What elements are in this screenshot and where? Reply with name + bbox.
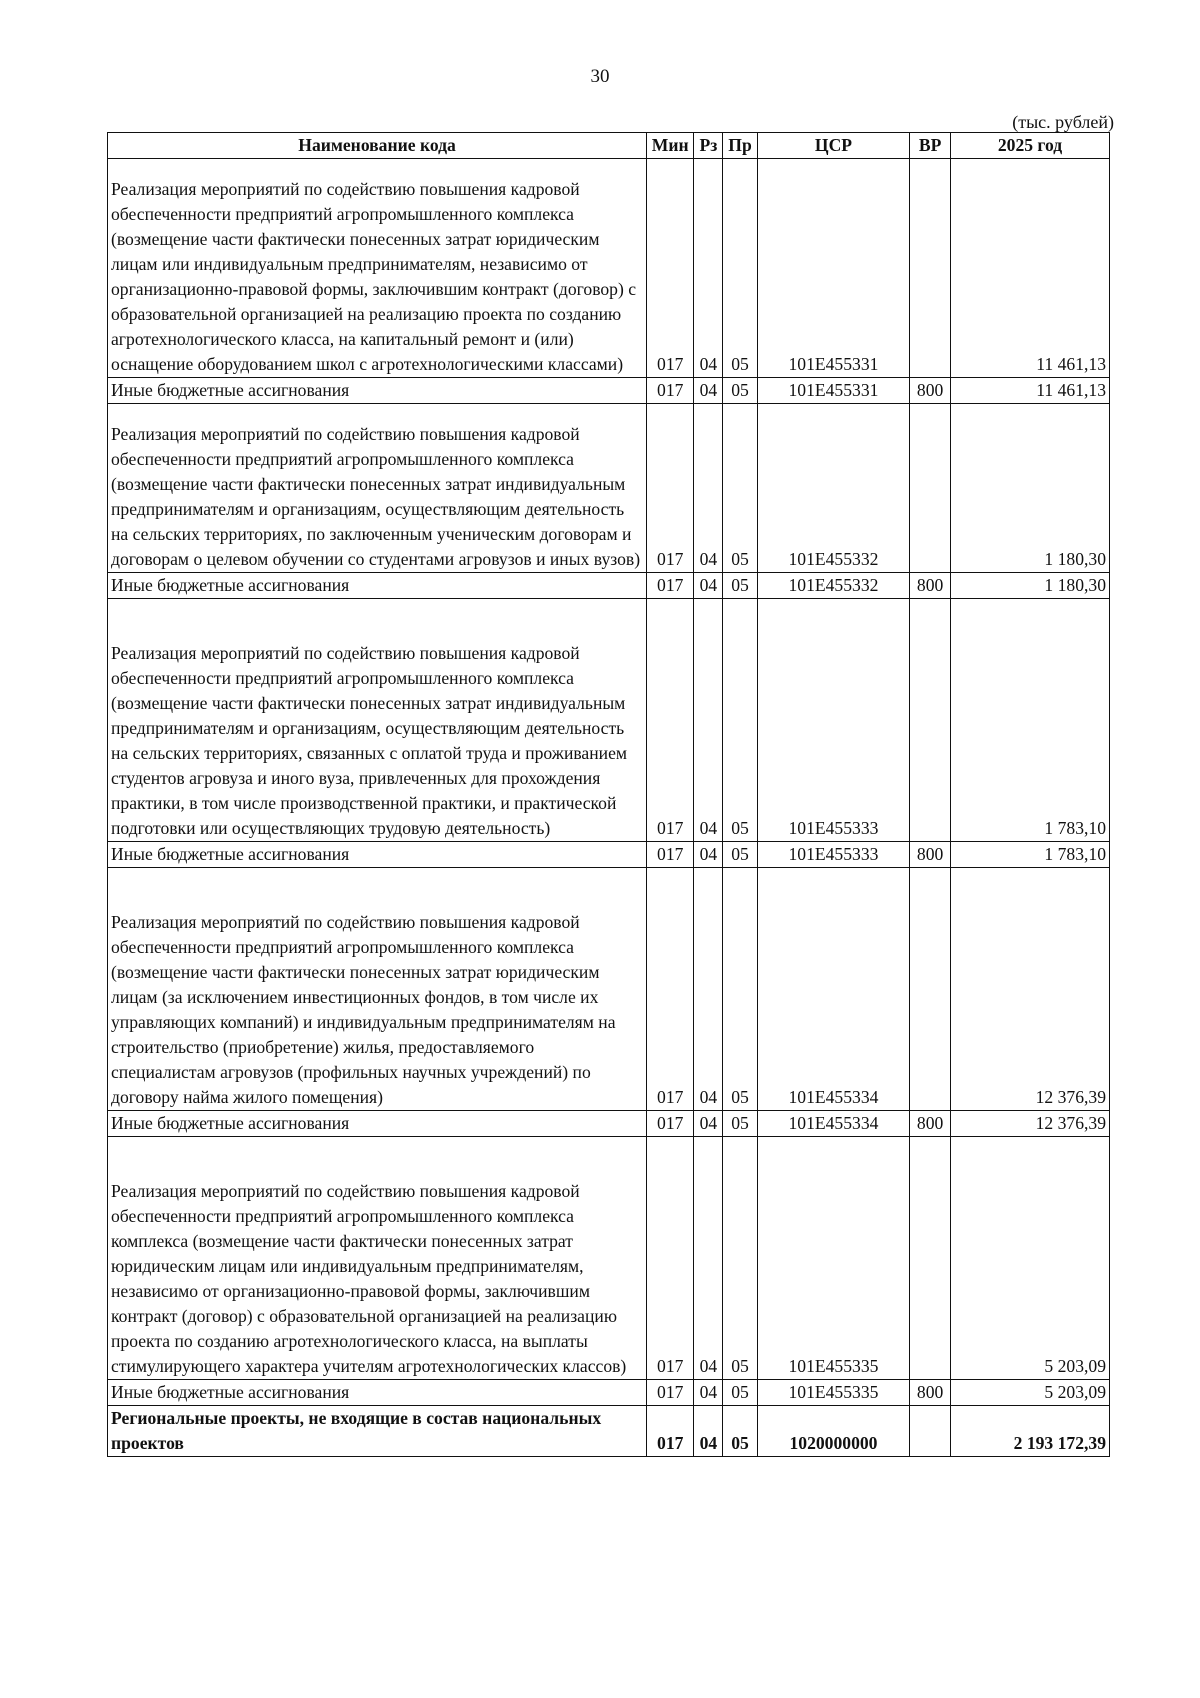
row-pr: 05 [723, 1380, 757, 1406]
row-name: Иные бюджетные ассигнования [108, 1111, 647, 1137]
row-pr: 05 [723, 404, 757, 573]
row-pr: 05 [723, 868, 757, 1111]
row-csr: 1020000000 [757, 1406, 910, 1457]
table-row [108, 1111, 1110, 1137]
row-vr: 800 [910, 378, 951, 404]
row-rz: 04 [694, 1380, 723, 1406]
row-csr: 101Е455333 [757, 842, 910, 868]
row-name: Иные бюджетные ассигнования [108, 573, 647, 599]
row-min: 017 [647, 573, 694, 599]
row-amount: 12 376,39 [951, 1111, 1110, 1137]
row-name: Реализация мероприятий по содействию повышения кадровой обеспеченности предприятий агропромышленного комплекса комплекса (возмещение части фактически понесенных затрат юридическим лицам или индивидуальным предпринимателям, независимо от организационно-правовой формы, заключившим контракт (договор) с образовательной организацией на реализацию проекта по созданию агротехнологического класса, на выплаты стимулирующего характера учителям агротехнологических классов) [108, 1137, 647, 1380]
row-csr: 101Е455331 [757, 378, 910, 404]
row-rz: 04 [694, 573, 723, 599]
row-rz: 04 [694, 1137, 723, 1380]
row-name: Иные бюджетные ассигнования [108, 1380, 647, 1406]
row-amount: 2 193 172,39 [951, 1406, 1110, 1457]
header-year: 2025 год [951, 133, 1110, 159]
row-pr: 05 [723, 842, 757, 868]
row-min: 017 [647, 404, 694, 573]
row-vr [910, 404, 951, 573]
row-rz: 04 [694, 599, 723, 842]
row-pr: 05 [723, 159, 757, 378]
row-pr: 05 [723, 378, 757, 404]
table-row-total [108, 1406, 1110, 1457]
row-pr: 05 [723, 573, 757, 599]
table-row [108, 378, 1110, 404]
row-vr [910, 868, 951, 1111]
row-rz: 04 [694, 1111, 723, 1137]
row-min: 017 [647, 159, 694, 378]
row-vr: 800 [910, 1111, 951, 1137]
row-vr [910, 599, 951, 842]
row-name: Реализация мероприятий по содействию повышения кадровой обеспеченности предприятий агропромышленного комплекса (возмещение части фактически понесенных затрат юридическим лицам (за исключением инвестиционных фондов, в том числе их управляющих компаний) и индивидуальным предпринимателям на строительство (приобретение) жилья, предоставляемого специалистам агровузов (профильных научных учреждений) по договору найма жилого помещения) [108, 868, 647, 1111]
row-vr [910, 1406, 951, 1457]
row-rz: 04 [694, 1406, 723, 1457]
row-csr: 101Е455331 [757, 159, 910, 378]
row-vr: 800 [910, 842, 951, 868]
row-pr: 05 [723, 599, 757, 842]
row-amount: 5 203,09 [951, 1380, 1110, 1406]
row-rz: 04 [694, 159, 723, 378]
row-name: Иные бюджетные ассигнования [108, 378, 647, 404]
row-csr: 101Е455334 [757, 1111, 910, 1137]
row-amount: 1 783,10 [951, 842, 1110, 868]
table-row [108, 868, 1110, 1111]
header-name: Наименование кода [108, 133, 647, 159]
row-amount: 1 180,30 [951, 573, 1110, 599]
table-row [108, 404, 1110, 573]
row-rz: 04 [694, 868, 723, 1111]
row-amount: 5 203,09 [951, 1137, 1110, 1380]
page-number: 30 [590, 66, 610, 87]
row-csr: 101Е455335 [757, 1137, 910, 1380]
table-row [108, 599, 1110, 842]
row-csr: 101Е455332 [757, 573, 910, 599]
row-min: 017 [647, 1137, 694, 1380]
row-min: 017 [647, 868, 694, 1111]
row-vr: 800 [910, 573, 951, 599]
row-amount: 1 783,10 [951, 599, 1110, 842]
row-min: 017 [647, 378, 694, 404]
row-amount: 11 461,13 [951, 159, 1110, 378]
row-vr [910, 159, 951, 378]
row-amount: 1 180,30 [951, 404, 1110, 573]
table-row [108, 159, 1110, 378]
row-vr: 800 [910, 1380, 951, 1406]
table-row [108, 1380, 1110, 1406]
row-csr: 101Е455334 [757, 868, 910, 1111]
row-rz: 04 [694, 404, 723, 573]
header-rz: Рз [694, 133, 723, 159]
row-csr: 101Е455335 [757, 1380, 910, 1406]
row-pr: 05 [723, 1111, 757, 1137]
budget-table [107, 132, 1110, 1457]
row-csr: 101Е455333 [757, 599, 910, 842]
row-vr [910, 1137, 951, 1380]
row-min: 017 [647, 599, 694, 842]
row-amount: 11 461,13 [951, 378, 1110, 404]
units-label: (тыс. рублей) [1012, 112, 1114, 132]
row-name: Реализация мероприятий по содействию повышения кадровой обеспеченности предприятий агропромышленного комплекса (возмещение части фактически понесенных затрат юридическим лицам или индивидуальным предпринимателям, независимо от организационно-правовой формы, заключившим контракт (договор) с образовательной организацией на реализацию проекта по созданию агротехнологического класса, на капитальный ремонт и (или) оснащение оборудованием школ с агротехнологическими классами) [108, 159, 647, 378]
row-amount: 12 376,39 [951, 868, 1110, 1111]
row-min: 017 [647, 1406, 694, 1457]
table-row [108, 573, 1110, 599]
row-min: 017 [647, 842, 694, 868]
row-min: 017 [647, 1380, 694, 1406]
row-rz: 04 [694, 378, 723, 404]
row-name: Иные бюджетные ассигнования [108, 842, 647, 868]
row-rz: 04 [694, 842, 723, 868]
header-pr: Пр [723, 133, 757, 159]
row-pr: 05 [723, 1406, 757, 1457]
row-name: Реализация мероприятий по содействию повышения кадровой обеспеченности предприятий агропромышленного комплекса (возмещение части фактически понесенных затрат индивидуальным предпринимателям и организациям, осуществляющим деятельность на сельских территориях, связанных с оплатой труда и проживанием студентов агровуза и иного вуза, привлеченных для прохождения практики, в том числе производственной практики, и практической подготовки или осуществляющих трудовую деятельность) [108, 599, 647, 842]
header-vr: ВР [910, 133, 951, 159]
header-csr: ЦСР [757, 133, 910, 159]
table-row [108, 842, 1110, 868]
header-row [108, 133, 1110, 159]
row-pr: 05 [723, 1137, 757, 1380]
row-csr: 101Е455332 [757, 404, 910, 573]
row-name: Региональные проекты, не входящие в состав национальных проектов [108, 1406, 647, 1457]
header-min: Мин [647, 133, 694, 159]
row-name: Реализация мероприятий по содействию повышения кадровой обеспеченности предприятий агропромышленного комплекса (возмещение части фактически понесенных затрат индивидуальным предпринимателям и организациям, осуществляющим деятельность на сельских территориях, по заключенным ученическим договорам и договорам о целевом обучении со студентами агровузов и иных вузов) [108, 404, 647, 573]
row-min: 017 [647, 1111, 694, 1137]
table-row [108, 1137, 1110, 1380]
